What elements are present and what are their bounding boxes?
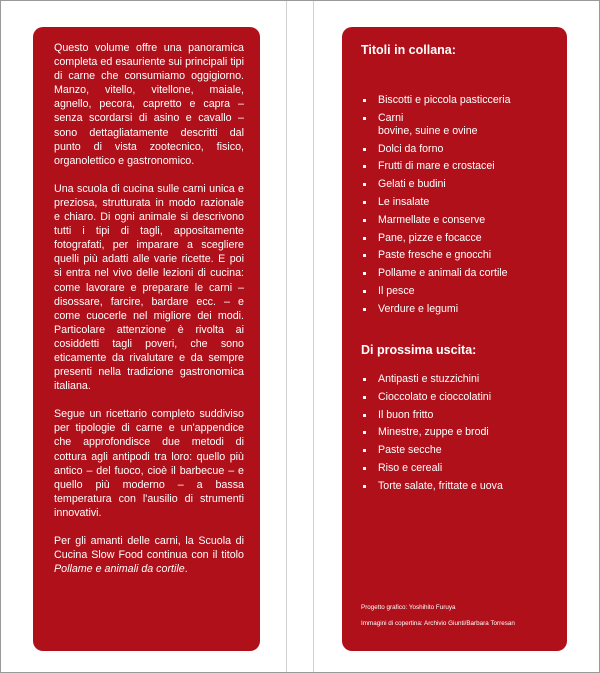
upcoming-title: Di prossima uscita: — [361, 343, 477, 357]
list-item — [361, 480, 561, 493]
description-paragraph-4 — [54, 534, 244, 576]
list-item — [361, 267, 561, 280]
list-item — [361, 112, 561, 138]
list-item-label: Dolci da forno — [378, 142, 444, 155]
list-item — [361, 160, 561, 173]
list-item — [361, 249, 561, 262]
list-item-label: Carni — [378, 111, 404, 124]
bullet-icon — [363, 414, 366, 417]
bullet-icon — [363, 272, 366, 275]
bullet-icon — [363, 148, 366, 151]
list-item-subtitle: bovine, suine e ovine — [378, 124, 478, 137]
list-item-label: Gelati e budini — [378, 178, 446, 191]
bullet-icon — [363, 254, 366, 257]
list-item-label: Il buon fritto — [378, 408, 434, 421]
series-title: Titoli in collana: — [361, 43, 456, 57]
bullet-icon — [363, 99, 366, 102]
list-item — [361, 426, 561, 439]
description-paragraph-3: Segue un ricettario completo suddiviso per tipologie di carne e un'appendice che approfondisce due metodi di cottura agli antipodi tra loro: quello più antico – del fuoco, cioè il barbecue – e quello più moderno – a bassa temperatura con l'ausilio di strumenti innovativi. — [54, 408, 244, 519]
bullet-icon — [363, 219, 366, 222]
upcoming-list — [361, 373, 561, 498]
fold-line-right — [313, 1, 314, 672]
list-item — [361, 232, 561, 245]
list-item-label: Il pesce — [378, 284, 415, 297]
bullet-icon — [363, 431, 366, 434]
list-item — [361, 409, 561, 422]
series-panel — [342, 27, 567, 651]
bullet-icon — [363, 117, 366, 120]
bullet-icon — [363, 165, 366, 168]
bullet-icon — [363, 485, 366, 488]
paragraph-4-end: . — [184, 563, 188, 576]
list-item-label: Paste secche — [378, 444, 442, 457]
list-item — [361, 94, 561, 107]
bullet-icon — [363, 290, 366, 293]
list-item — [361, 285, 561, 298]
list-item-label: Minestre, zuppe e brodi — [378, 426, 489, 439]
credit-design: Progetto grafico: Yoshihito Furuya — [361, 604, 456, 611]
list-item-label: Marmellate e conserve — [378, 213, 486, 226]
list-item-label: Pollame e animali da cortile — [378, 267, 508, 280]
credit-cover: Immagini di copertina: Archivio Giunti/Barbara Torresan — [361, 620, 515, 627]
bullet-icon — [363, 467, 366, 470]
bullet-icon — [363, 237, 366, 240]
list-item-label: Le insalate — [378, 195, 430, 208]
list-item — [361, 178, 561, 191]
description-text — [54, 41, 244, 590]
bullet-icon — [363, 449, 366, 452]
list-item — [361, 373, 561, 386]
list-item-label: Torte salate, frittate e uova — [378, 479, 503, 492]
list-item-label: Verdure e legumi — [378, 302, 459, 315]
description-panel — [33, 27, 260, 651]
list-item — [361, 444, 561, 457]
list-item — [361, 196, 561, 209]
paragraph-4-start: Per gli amanti delle carni, la Scuola di Cucina Slow Food continua con il titolo — [54, 535, 244, 562]
description-paragraph-1: Questo volume offre una panoramica completa ed esauriente sui principali tipi di carne che consumiamo oggigiorno. Manzo, vitello, vitellone, maiale, agnello, pecora, capretto e capra – senza scordarsi di asino e cavallo – sono dettagliatamente descritti dal punto di vista zootecnico, fisico, organolettico e gastronomico. — [54, 42, 244, 167]
list-item — [361, 214, 561, 227]
series-list — [361, 94, 561, 321]
bullet-icon — [363, 201, 366, 204]
bullet-icon — [363, 183, 366, 186]
list-item-label: Frutti di mare e crostacei — [378, 160, 495, 173]
list-item-label: Riso e cereali — [378, 461, 443, 474]
list-item — [361, 462, 561, 475]
list-item-label: Cioccolato e cioccolatini — [378, 390, 492, 403]
list-item-label: Biscotti e piccola pasticceria — [378, 94, 511, 106]
next-title: Pollame e animali da cortile — [54, 563, 185, 576]
list-item-label: Pane, pizze e focacce — [378, 231, 482, 244]
bullet-icon — [363, 378, 366, 381]
bullet-icon — [363, 396, 366, 399]
list-item — [361, 143, 561, 156]
description-paragraph-2: Una scuola di cucina sulle carni unica e preziosa, strutturata in modo razionale e chiaro. Di ogni animale si descrivono tutti i tipi di tagli, appositamente fotografati, per imparare a scegliere quelli più adatti alle varie ricette. E poi si entra nel vivo delle lezioni di cucina: come lavorare e preparare le carni – disossare, farcire, bardare ecc. – e come cuocerle nel migliore dei modi. Particolare attenzione è rivolta ai cosiddetti tagli poveri, che sono eticamente da rivalutare e da sempre presenti nella tradizione gastronomica italiana. — [54, 182, 244, 393]
list-item-label: Paste fresche e gnocchi — [378, 249, 492, 262]
bullet-icon — [363, 308, 366, 311]
list-item — [361, 303, 561, 316]
list-item-label: Antipasti e stuzzichini — [378, 373, 480, 385]
fold-line-left — [286, 1, 287, 672]
list-item — [361, 391, 561, 404]
